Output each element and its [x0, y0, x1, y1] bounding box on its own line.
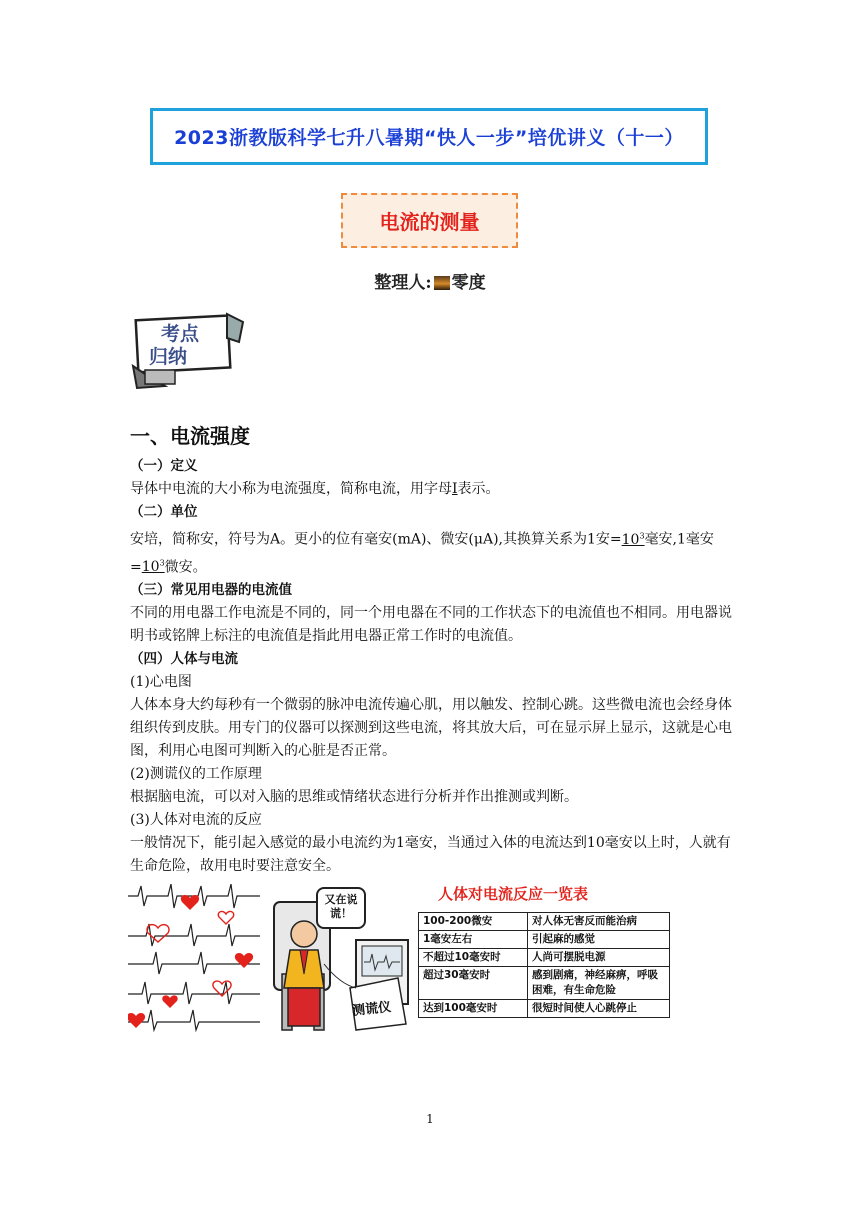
speech-bubble: 又在说谎！ [316, 887, 366, 929]
lie-detector-label: 测谎仪 [351, 999, 392, 1019]
ecg-text: 人体本身大约每秒有一个微弱的脉冲电流传遍心肌，用以触发、控制心跳。这些微电流也会经身体组织传到皮肤。用专门的仪器可以探测到这些电流，将其放大后，可在显示屏上显示，这就是心电图，利用心电图可判断入的心脏是否正常。 [130, 697, 732, 760]
definition-text: 导体中电流的大小称为电流强度，简称电流，用字母I表示。 [130, 481, 500, 497]
table-row [419, 1000, 670, 1018]
body-reaction-text: 一般情况下，能引起入感觉的最小电流约为1毫安，当通过入体的电流达到10毫安以上时，人就有生命危险，故用电时要注意安全。 [130, 835, 731, 875]
table-cell: 1毫安左右 [419, 931, 528, 949]
heart-icon [128, 1013, 145, 1028]
document-title: 2023浙教版科学七升八暑期“快人一步”培优讲义（十一） [150, 108, 708, 165]
author-prefix: 整理人: [374, 273, 432, 293]
badge-line2: 归纳 [149, 346, 188, 368]
table-cell: 很短时间使人心跳停止 [528, 1000, 670, 1018]
heart-icon [162, 995, 177, 1008]
table-cell: 不超过10毫安时 [419, 949, 528, 967]
ecg-illustration [128, 884, 260, 1032]
table-cell: 达到100毫安时 [419, 1000, 528, 1018]
table-row [419, 931, 670, 949]
body-reaction-title: (3)人体对电流的反应 [130, 812, 262, 829]
table-cell: 对人体无害反而能治病 [528, 913, 670, 931]
unit-text: 安培，简称安，符号为A。更小的位有毫安(mA)、微安(μA),其换算关系为1安$=10^3$毫安,1毫安$=10^3$微安。 [130, 531, 714, 576]
badge-line1: 考点 [161, 323, 200, 345]
section-heading: 一、电流强度 [130, 424, 250, 448]
table-row [419, 967, 670, 1000]
common-current-text: 不同的用电器工作电流是不同的，同一个用电器在不同的工作状态下的电流值也不相同。用电器说明书或铭牌上标注的电流值是指此用电器正常工作时的电流值。 [130, 605, 732, 645]
table-cell: 人尚可摆脱电源 [528, 949, 670, 967]
common-current-title: （三）常见用电器的电流值 [130, 582, 292, 599]
conversion-value-2: $10^3$ [141, 558, 165, 576]
table-row [419, 913, 670, 931]
author-name: 零度 [451, 273, 486, 293]
reaction-table-title: 人体对电流反应一览表 [438, 885, 589, 903]
author-avatar-icon [434, 276, 450, 290]
lesson-subtitle: 电流的测量 [341, 193, 518, 248]
ecg-title: (1)心电图 [130, 674, 192, 691]
key-points-badge [131, 308, 246, 390]
lie-detector-text: 根据脑电流，可以对入脑的思维或情绪状态进行分析并作出推测或判断。 [130, 789, 578, 806]
page-number: 1 [426, 1112, 434, 1126]
table-cell: 感到剧痛，神经麻痹，呼吸困难，有生命危险 [528, 967, 670, 1000]
conversion-value-1: $10^3$ [621, 531, 645, 548]
table-cell: 超过30毫安时 [419, 967, 528, 1000]
table-cell: 引起麻的感觉 [528, 931, 670, 949]
heart-icon [235, 953, 253, 968]
unit-title: （二）单位 [130, 504, 198, 520]
section-body [130, 455, 736, 878]
table-cell: 100-200微安 [419, 913, 528, 931]
lie-detector-title: (2)测谎仪的工作原理 [130, 766, 262, 783]
definition-title: （一）定义 [130, 458, 198, 474]
author-line [330, 268, 530, 293]
heart-icon [181, 895, 199, 910]
body-current-title: （四）人体与电流 [130, 651, 238, 668]
current-letter: I [452, 481, 458, 497]
table-row [419, 949, 670, 967]
heart-outline-icon [218, 911, 233, 924]
reaction-table [418, 912, 670, 1018]
